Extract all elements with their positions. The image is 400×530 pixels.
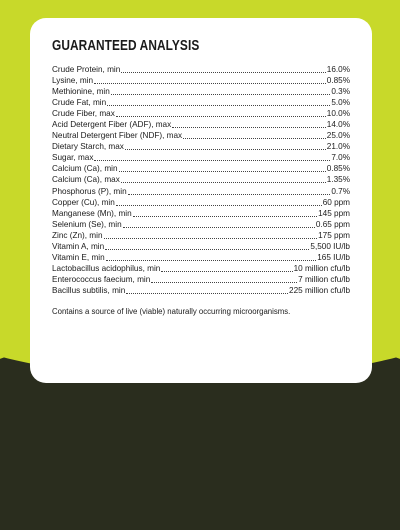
analysis-row — [52, 75, 350, 86]
analysis-row-value: 225 million cfu/lb — [289, 285, 350, 295]
dot-leader — [126, 287, 288, 294]
analysis-row-label: Calcium (Ca), min — [52, 164, 118, 174]
dot-leader — [125, 143, 326, 150]
analysis-row-value: 0.65 ppm — [315, 219, 350, 229]
analysis-row-label: Zinc (Zn), min — [52, 230, 103, 240]
analysis-row-label: Lysine, min — [52, 76, 94, 86]
analysis-row — [52, 186, 350, 197]
dot-leader — [123, 221, 315, 228]
dot-leader — [116, 199, 322, 206]
dot-leader — [94, 154, 330, 161]
analysis-row-label: Crude Fiber, max — [52, 109, 115, 119]
analysis-row-label: Acid Detergent Fiber (ADF), max — [52, 120, 172, 130]
analysis-table — [52, 64, 350, 296]
analysis-row-label: Methionine, min — [52, 87, 110, 97]
analysis-row — [52, 97, 350, 108]
analysis-title: GUARANTEED ANALYSIS — [52, 38, 200, 54]
analysis-row-label: Lactobacillus acidophilus, min — [52, 263, 161, 273]
analysis-row-value: 14.0% — [326, 120, 350, 130]
analysis-row — [52, 86, 350, 97]
analysis-row — [52, 274, 350, 285]
analysis-row — [52, 219, 350, 230]
analysis-row-value: 1.35% — [326, 175, 350, 185]
dot-leader — [121, 176, 326, 183]
analysis-row — [52, 108, 350, 119]
analysis-row — [52, 241, 350, 252]
footnote: Contains a source of live (viable) naturally occurring microorganisms. — [52, 306, 291, 316]
dot-leader — [121, 66, 326, 73]
analysis-row-value: 16.0% — [326, 65, 350, 74]
analysis-row-value: 0.7% — [331, 186, 350, 196]
analysis-row-value: 10.0% — [326, 109, 350, 119]
analysis-row-label: Crude Fat, min — [52, 98, 107, 108]
analysis-row-value: 0.85% — [326, 164, 350, 174]
dot-leader — [161, 265, 292, 272]
analysis-row — [52, 252, 350, 263]
analysis-row-label: Vitamin E, min — [52, 252, 105, 262]
analysis-row-value: 60 ppm — [322, 197, 350, 207]
analysis-row-value: 7 million cfu/lb — [298, 274, 350, 284]
analysis-row-label: Copper (Cu), min — [52, 197, 115, 207]
analysis-row — [52, 230, 350, 241]
dot-leader — [107, 99, 330, 106]
analysis-row — [52, 163, 350, 174]
analysis-row — [52, 130, 350, 141]
analysis-row-value: 25.0% — [326, 131, 350, 141]
analysis-row — [52, 208, 350, 219]
dot-leader — [172, 121, 326, 128]
analysis-row — [52, 64, 350, 75]
analysis-row-label: Dietary Starch, max — [52, 142, 124, 152]
analysis-row-value: 0.3% — [331, 87, 350, 97]
analysis-row-value: 21.0% — [326, 142, 350, 152]
analysis-row-label: Manganese (Mn), min — [52, 208, 132, 218]
analysis-row-value: 175 ppm — [318, 230, 350, 240]
analysis-row-value: 5,500 IU/lb — [310, 241, 350, 251]
dot-leader — [111, 88, 331, 95]
analysis-row — [52, 152, 350, 163]
analysis-row — [52, 197, 350, 208]
analysis-row — [52, 119, 350, 130]
analysis-row-value: 145 ppm — [318, 208, 350, 218]
analysis-row-value: 165 IU/lb — [317, 252, 350, 262]
analysis-row-value: 7.0% — [331, 153, 350, 163]
dot-leader — [119, 165, 326, 172]
analysis-row — [52, 263, 350, 274]
dot-leader — [116, 110, 326, 117]
dot-leader — [104, 232, 318, 239]
analysis-row-label: Enterococcus faecium, min — [52, 274, 151, 284]
dot-leader — [183, 132, 326, 139]
dot-leader — [151, 276, 297, 283]
dot-leader — [106, 254, 317, 261]
analysis-row-label: Phosphorus (P), min — [52, 186, 127, 196]
analysis-row-value: 5.0% — [331, 98, 350, 108]
analysis-row-label: Selenium (Se), min — [52, 219, 122, 229]
analysis-row-label: Calcium (Ca), max — [52, 175, 120, 185]
analysis-row — [52, 141, 350, 152]
analysis-card — [30, 18, 372, 383]
analysis-row-label: Bacillus subtilis, min — [52, 285, 126, 295]
analysis-row-label: Sugar, max — [52, 153, 94, 163]
analysis-row — [52, 285, 350, 296]
analysis-row-label: Neutral Detergent Fiber (NDF), max — [52, 131, 183, 141]
dot-leader — [128, 188, 331, 195]
analysis-row-value: 10 million cfu/lb — [293, 263, 350, 273]
dot-leader — [133, 210, 317, 217]
analysis-row-label: Crude Protein, min — [52, 65, 121, 74]
analysis-row-value: 0.85% — [326, 76, 350, 86]
dot-leader — [94, 77, 326, 84]
dot-leader — [105, 243, 309, 250]
analysis-row — [52, 174, 350, 185]
analysis-row-label: Vitamin A, min — [52, 241, 105, 251]
